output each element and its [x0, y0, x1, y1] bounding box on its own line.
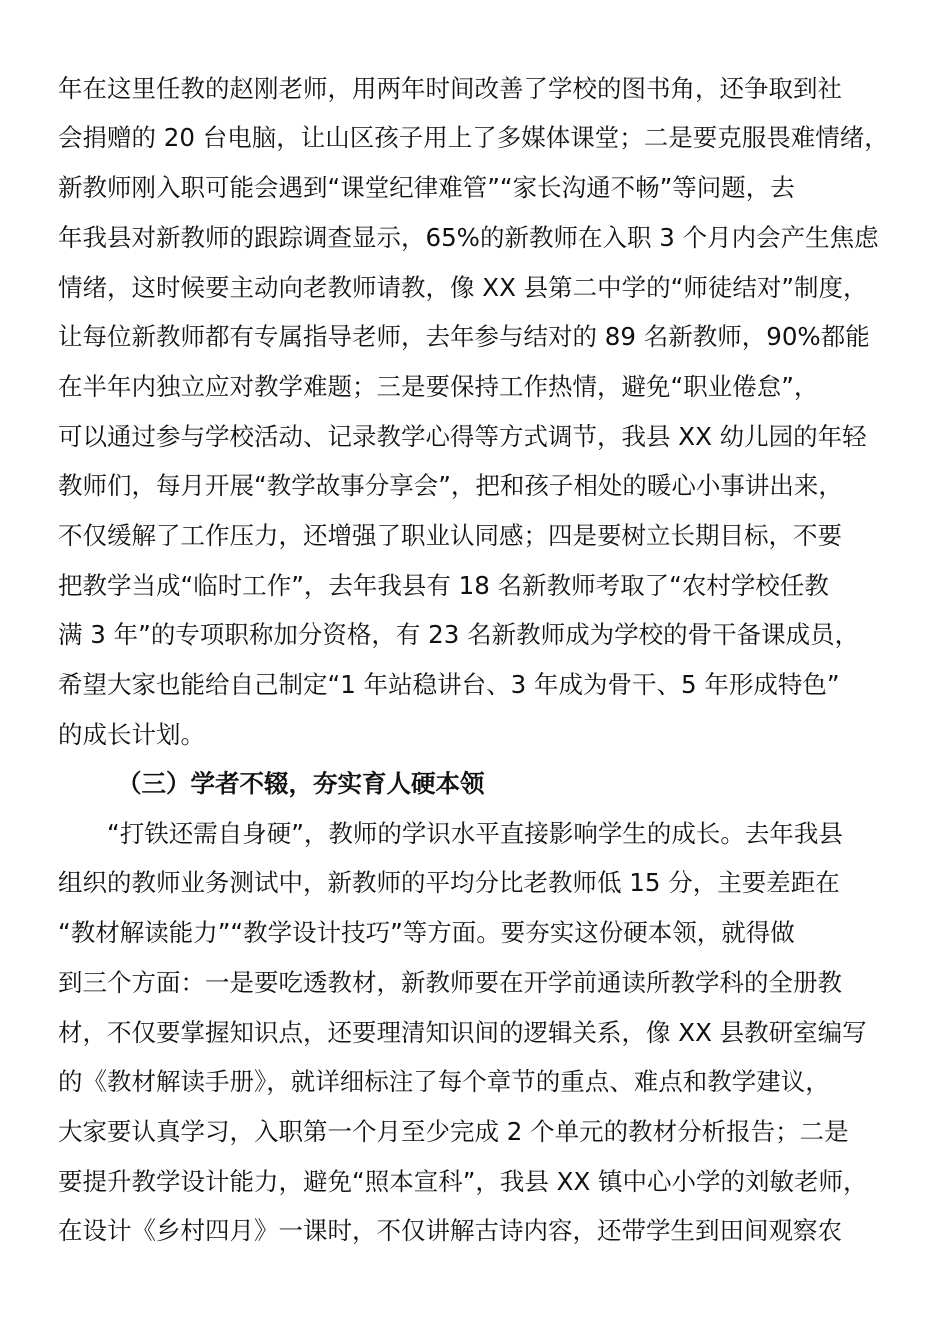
paragraph-line: 希望大家也能给自己制定“1 年站稳讲台、3 年成为骨干、5 年形成特色” [58, 670, 840, 699]
paragraph-line: “打铁还需自身硬”，教师的学识水平直接影响学生的成长。去年我县 [107, 819, 843, 848]
paragraph-line: 可以通过参与学校活动、记录教学心得等方式调节，我县 XX 幼儿园的年轻 [58, 422, 867, 451]
paragraph-line: 把教学当成“临时工作”，去年我县有 18 名新教师考取了“农村学校任教 [58, 571, 829, 600]
paragraph-line: 年在这里任教的赵刚老师，用两年时间改善了学校的图书角，还争取到社 [58, 74, 842, 103]
paragraph-line: 在设计《乡村四月》一课时，不仅讲解古诗内容，还带学生到田间观察农 [58, 1216, 842, 1245]
paragraph-line: 组织的教师业务测试中，新教师的平均分比老教师低 15 分，主要差距在 [58, 868, 840, 897]
paragraph-line: 的《教材解读手册》，就详细标注了每个章节的重点、难点和教学建议， [58, 1067, 830, 1096]
paragraph-line: 材，不仅要掌握知识点，还要理清知识间的逻辑关系，像 XX 县教研室编写 [58, 1018, 867, 1047]
paragraph-line: 让每位新教师都有专属指导老师，去年参与结对的 89 名新教师，90%都能 [58, 322, 870, 351]
paragraph-line: 不仅缓解了工作压力，还增强了职业认同感；四是要树立长期目标，不要 [58, 521, 842, 550]
paragraph-line: 大家要认真学习，入职第一个月至少完成 2 个单元的教材分析报告；二是 [58, 1117, 849, 1146]
paragraph-line: 新教师刚入职可能会遇到“课堂纪律难管”“家长沟通不畅”等问题，去 [58, 173, 795, 202]
paragraph-line: 到三个方面：一是要吃透教材，新教师要在开学前通读所教学科的全册教 [58, 968, 842, 997]
paragraph-line: 教师们，每月开展“教学故事分享会”，把和孩子相处的暖心小事讲出来， [58, 471, 843, 500]
paragraph-line: 情绪，这时候要主动向老教师请教，像 XX 县第二中学的“师徒结对”制度， [58, 273, 868, 302]
paragraph-line: 满 3 年”的专项职称加分资格，有 23 名新教师成为学校的骨干备课成员， [58, 620, 860, 649]
paragraph-line: “教材解读能力”“教学设计技巧”等方面。要夯实这份硬本领，就得做 [58, 918, 795, 947]
paragraph-line: 在半年内独立应对教学难题；三是要保持工作热情，避免“职业倦怠”， [58, 372, 819, 401]
section-heading: （三）学者不辍，夯实育人硬本领 [117, 769, 485, 798]
paragraph-line: 要提升教学设计能力，避免“照本宣科”，我县 XX 镇中心小学的刘敏老师， [58, 1167, 868, 1196]
paragraph-line: 年我县对新教师的跟踪调查显示，65%的新教师在入职 3 个月内会产生焦虑 [58, 223, 879, 252]
paragraph-line: 的成长计划。 [58, 720, 205, 749]
paragraph-line: 会捐赠的 20 台电脑，让山区孩子用上了多媒体课堂；二是要克服畏难情绪， [58, 123, 889, 152]
